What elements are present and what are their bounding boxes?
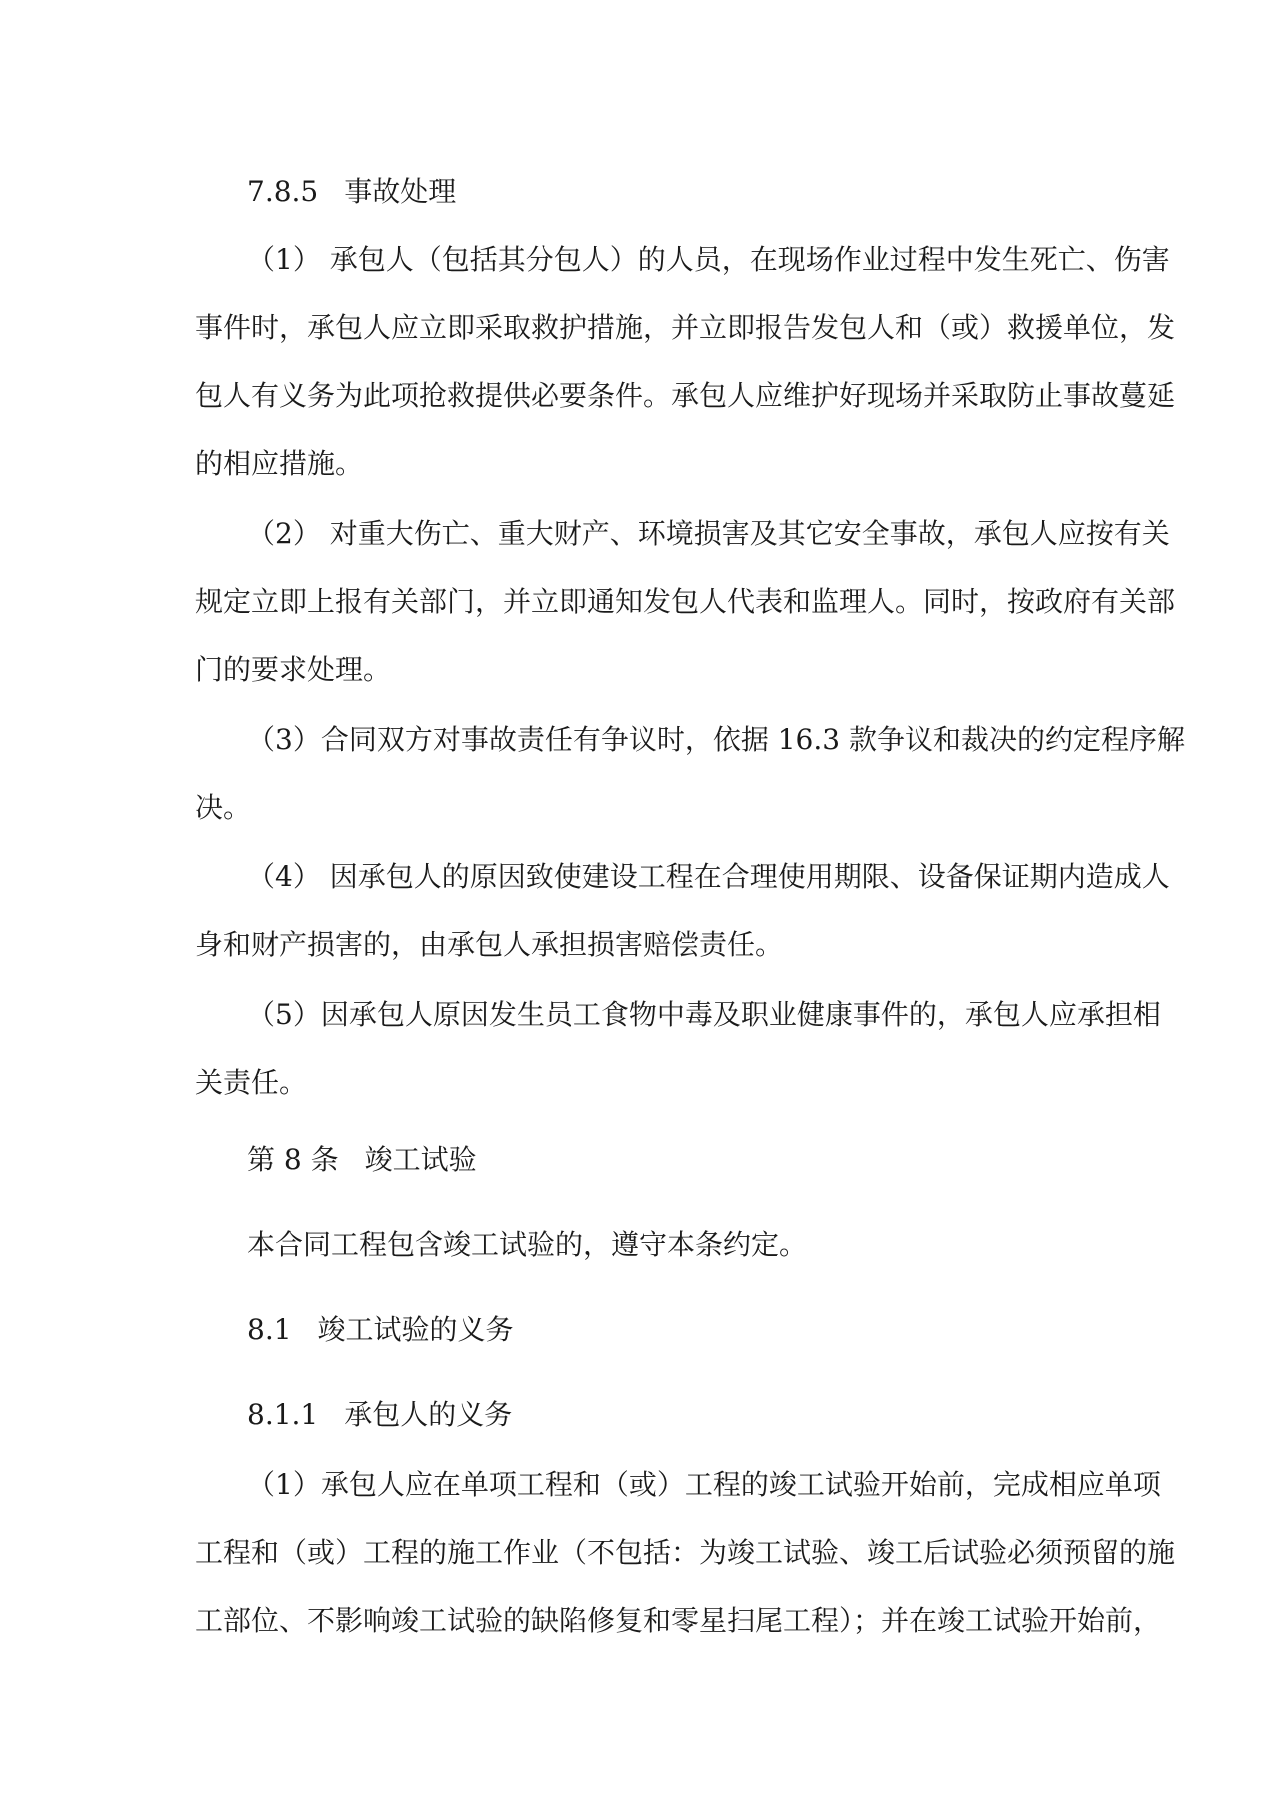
section-number: 7.8.5 <box>247 175 319 208</box>
section-title: 承包人的义务 <box>344 1398 513 1431</box>
paragraph-line: （4） 因承包人的原因致使建设工程在合理使用期限、设备保证期内造成人 <box>247 860 1170 893</box>
paragraph-line: 工部位、不影响竣工试验的缺陷修复和零星扫尾工程）；并在竣工试验开始前， <box>195 1604 1162 1637</box>
article-number: 第 8 条 <box>247 1143 339 1176</box>
paragraph-line: （5）因承包人原因发生员工食物中毒及职业健康事件的，承包人应承担相 <box>247 998 1161 1031</box>
paragraph-line: （2） 对重大伤亡、重大财产、环境损害及其它安全事故，承包人应按有关 <box>247 517 1170 550</box>
paragraph-line: （1）承包人应在单项工程和（或）工程的竣工试验开始前，完成相应单项 <box>247 1468 1161 1501</box>
paragraph-line: （3）合同双方对事故责任有争议时，依据 16.3 款争议和裁决的约定程序解 <box>247 723 1185 756</box>
article-heading-8 <box>247 1140 1095 1180</box>
intro-text: 本合同工程包含竣工试验的，遵守本条约定。 <box>247 1228 808 1261</box>
paragraph-line: 工程和（或）工程的施工作业（不包括：为竣工试验、竣工后试验必须预留的施 <box>195 1536 1176 1569</box>
article-title: 竣工试验 <box>364 1143 477 1176</box>
section-title: 事故处理 <box>344 175 457 208</box>
paragraph-line: 身和财产损害的，由承包人承担损害赔偿责任。 <box>195 928 784 961</box>
paragraph-line: 决。 <box>195 791 252 824</box>
paragraph-line: 包人有义务为此项抢救提供必要条件。承包人应维护好现场并采取防止事故蔓延 <box>195 379 1176 412</box>
paragraph-line: 关责任。 <box>195 1066 308 1099</box>
paragraph-line: 门的要求处理。 <box>195 653 392 686</box>
section-heading-8-1 <box>247 1310 1095 1350</box>
paragraph-line: 事件时，承包人应立即采取救护措施，并立即报告发包人和（或）救援单位，发 <box>195 311 1176 344</box>
paragraph-line: 的相应措施。 <box>195 447 364 480</box>
paragraph-line: （1） 承包人（包括其分包人）的人员，在现场作业过程中发生死亡、伤害 <box>247 243 1170 276</box>
section-title: 竣工试验的义务 <box>317 1313 514 1346</box>
section-number: 8.1.1 <box>247 1398 319 1431</box>
section-heading-8-1-1 <box>247 1395 1095 1435</box>
section-number: 8.1 <box>247 1313 292 1346</box>
paragraph-line: 规定立即上报有关部门，并立即通知发包人代表和监理人。同时，按政府有关部 <box>195 585 1176 618</box>
section-heading-7-8-5 <box>247 172 1095 212</box>
